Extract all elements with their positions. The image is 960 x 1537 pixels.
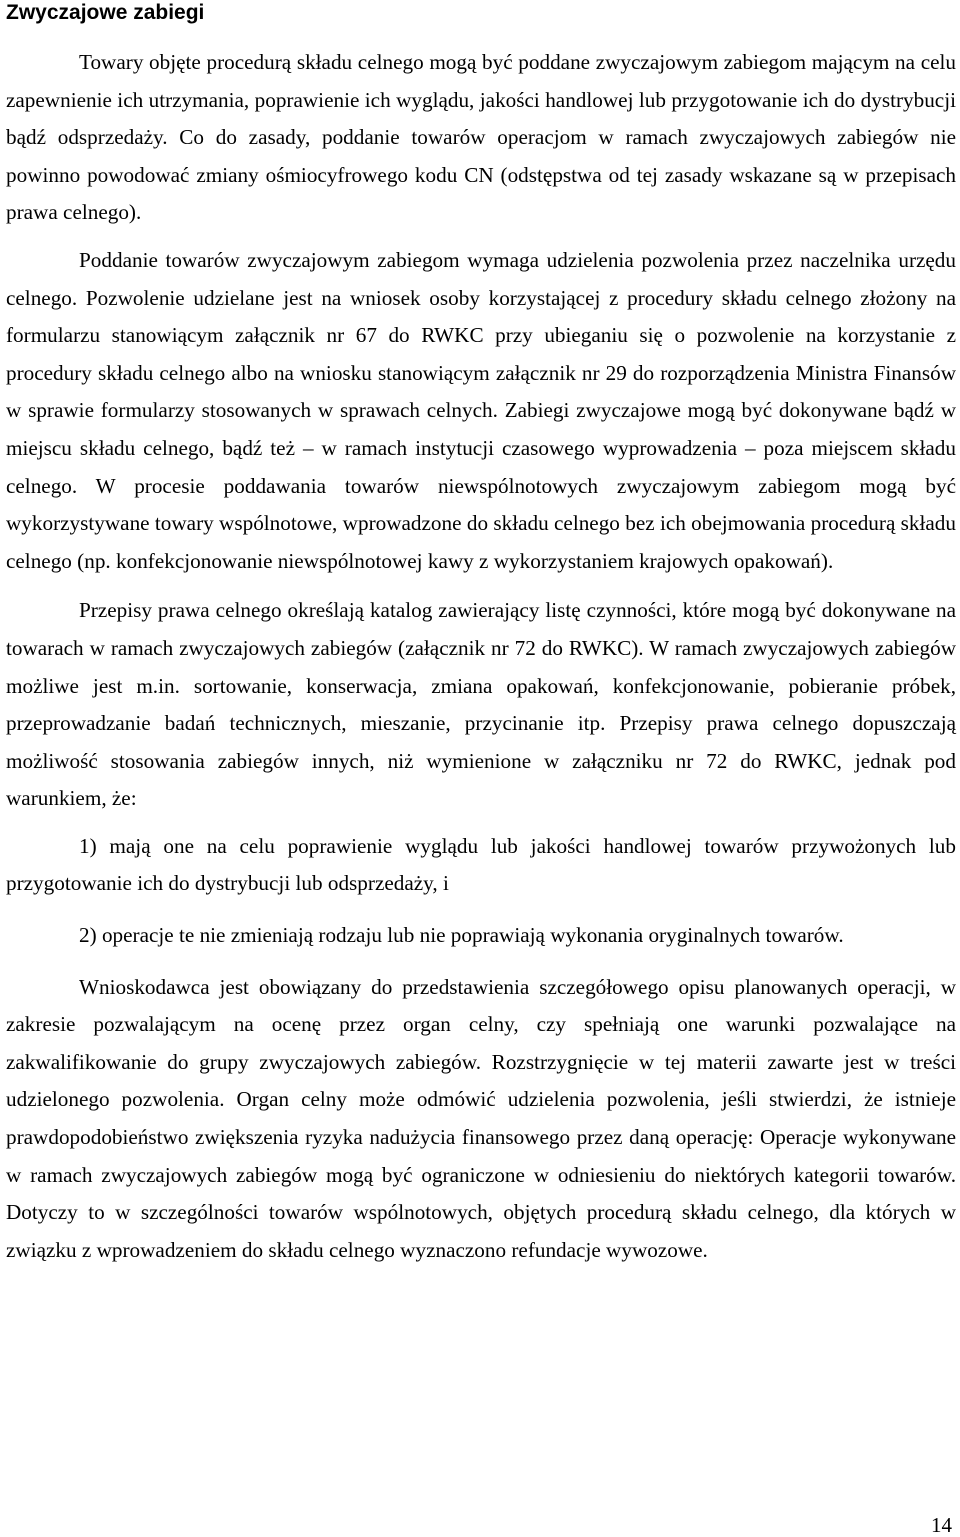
paragraph-permit: Poddanie towarów zwyczajowym zabiegom wymaga udzielenia pozwolenia przez naczelnika urzędu celnego. Pozwolenie udzielane jest na wniosek osoby korzystającej z procedury składu celnego złożony na formularzu stanowiącym załącznik nr 67 do RWKC przy ubieganiu się o pozwolenie na korzystanie z procedury składu celnego albo na wniosku stanowiącym załącznik nr 29 do rozporządzenia Ministra Finansów w sprawie formularzy stosowanych w sprawach celnych. Zabiegi zwyczajowe mogą być dokonywane bądź w miejscu składu celnego, bądź też – w ramach instytucji czasowego wyprowadzenia – poza miejscem składu celnego. W procesie poddawania towarów niewspólnotowych zwyczajowym zabiegom mogą być wykorzystywane towary wspólnotowe, wprowadzone do składu celnego bez ich obejmowania procedurą składu celnego (np. konfekcjonowanie niewspólnotowej kawy z wykorzystaniem krajowych opakowań). — [6, 247, 956, 573]
list-item-condition-2: 2) operacje te nie zmieniają rodzaju lub nie poprawiają wykonania oryginalnych towarów. — [79, 923, 844, 948]
paragraph-intro: Towary objęte procedurą składu celnego mogą być poddane zwyczajowym zabiegom mającym na celu zapewnienie ich utrzymania, poprawienie ich wyglądu, jakości handlowej lub przygotowanie ich do dystrybucji bądź odsprzedaży. Co do zasady, poddanie towarów operacjom w ramach zwyczajowych zabiegów nie powinno powodować zmiany ośmiocyfrowego kodu CN (odstępstwa od tej zasady wskazane są w przepisach prawa celnego). — [6, 50, 956, 225]
section-heading: Zwyczajowe zabiegi — [6, 1, 205, 24]
page-number: 14 — [931, 1513, 952, 1537]
paragraph-catalog: Przepisy prawa celnego określają katalog zawierający listę czynności, które mogą być dokonywane na towarach w ramach zwyczajowych zabiegów (załącznik nr 72 do RWKC). W ramach zwyczajowych zabiegów możliwe jest m.in. sortowanie, konserwacja, zmiana opakowań, konfekcjonowanie, pobieranie próbek, przeprowadzanie badań technicznych, mieszanie, przycinanie itp. Przepisy prawa celnego dopuszczają możliwość stosowania zabiegów innych, niż wymienione w załączniku nr 72 do RWKC, jednak pod warunkiem, że: — [6, 598, 956, 811]
document-page — [6, 0, 956, 1269]
paragraph-applicant: Wnioskodawca jest obowiązany do przedstawienia szczegółowego opisu planowanych operacji, w zakresie pozwalającym na ocenę przez organ celny, czy spełniają one warunki pozwalające na zakwalifikowanie do grupy zwyczajowych zabiegów. Rozstrzygnięcie w tej materii zawarte jest w treści udzielonego pozwolenia. Organ celny może odmówić udzielenia pozwolenia, jeśli stwierdzi, że istnieje prawdopodobieństwo zwiększenia ryzyka nadużycia finansowego przez daną operację: Operacje wykonywane w ramach zwyczajowych zabiegów mogą być ograniczone w odniesieniu do niektórych kategorii towarów. Dotyczy to w szczególności towarów wspólnotowych, objętych procedurą składu celnego, dla których w związku z wprowadzeniem do składu celnego wyznaczono refundacje wywozowe. — [6, 974, 956, 1262]
list-item-condition-1: 1) mają one na celu poprawienie wyglądu lub jakości handlowej towarów przywożonych lub przygotowanie ich do dystrybucji lub odsprzedaży, i — [6, 833, 956, 896]
